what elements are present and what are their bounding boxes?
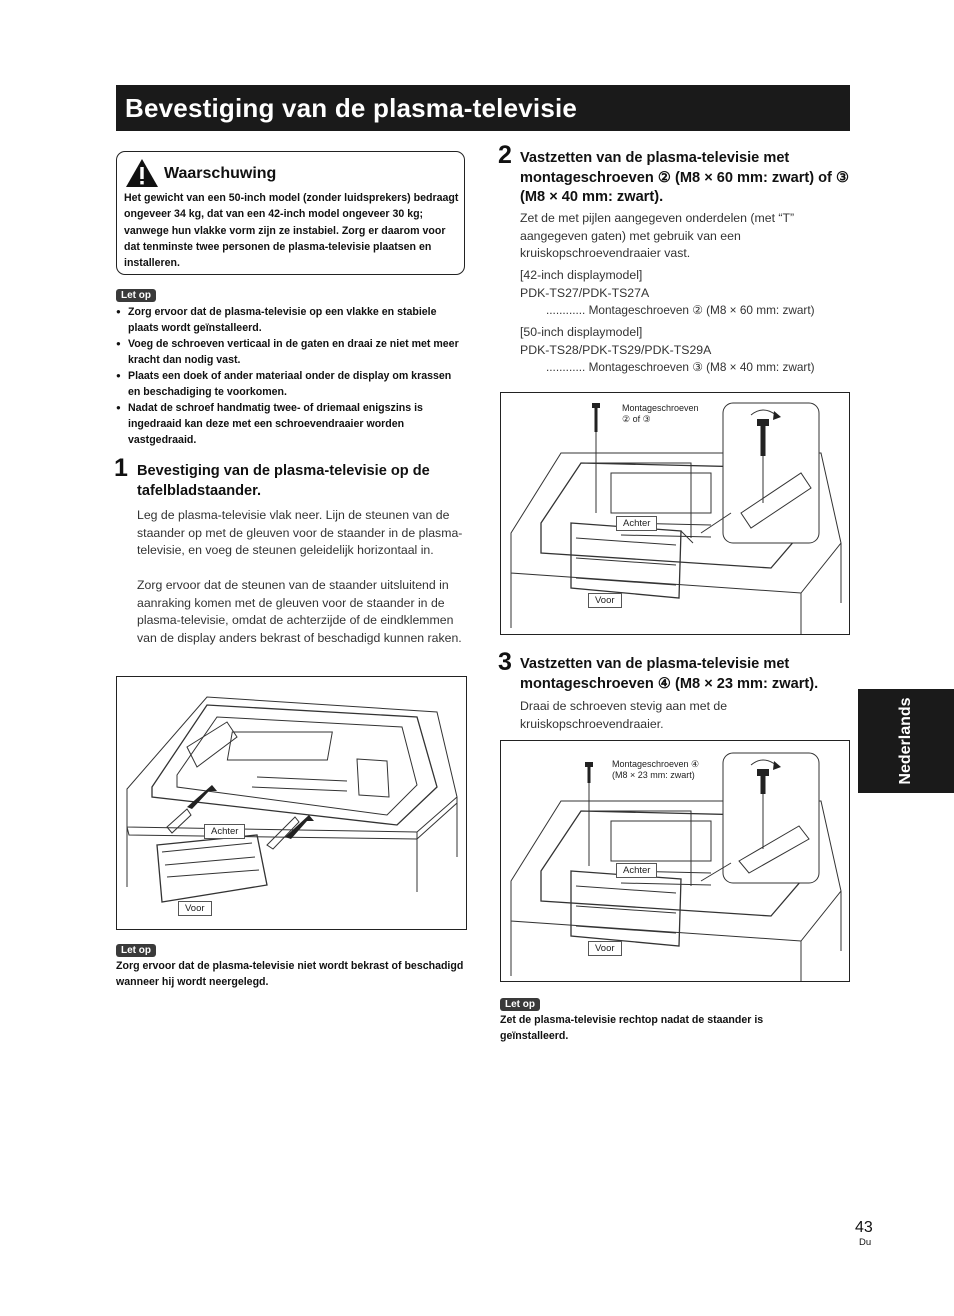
- figure-label-screws-line2: (M8 × 23 mm: zwart): [612, 770, 695, 780]
- page-number: 43: [855, 1219, 873, 1236]
- note-label: Let op: [116, 289, 156, 302]
- note-label: Let op: [116, 944, 156, 957]
- model-names: PDK-TS27/PDK-TS27A: [520, 286, 650, 300]
- model-names: PDK-TS28/PDK-TS29/PDK-TS29A: [520, 343, 712, 357]
- step-body: Draai de schroeven stevig aan met de kruiskopschroevendraaier.: [520, 699, 728, 731]
- step-note: Zet de plasma-televisie rechtop nadat de staander is geïnstalleerd.: [500, 1014, 764, 1042]
- step-title: Vastzetten van de plasma-televisie met montageschroeven ② (M8 × 60 mm: zwart) of ③ (M8 × 40 mm: zwart).: [520, 150, 850, 205]
- notes-list: [116, 304, 466, 448]
- list-item: ● Zorg ervoor dat de plasma-televisie op een vlakke en stabiele plaats wordt geïnstalleerd.: [116, 304, 466, 336]
- warning-triangle-icon: [125, 158, 159, 188]
- figure-label-front: Voor: [588, 593, 622, 608]
- page-language-code: Du: [859, 1237, 872, 1248]
- model-label: [42-inch displaymodel]: [520, 268, 643, 282]
- step-body: Zorg ervoor dat de steunen van de staander uitsluitend in aanraking komen met de gleuven voor de staander in de plasma-televisie, omdat de achterzijde of de eindklemmen van de display anders bekrast of beschadigd kunnen raken.: [137, 578, 462, 645]
- page-title: Bevestiging van de plasma-televisie: [125, 93, 578, 123]
- warning-title: Waarschuwing: [164, 165, 277, 182]
- note-badge: [116, 285, 156, 303]
- warning-box: [116, 151, 465, 275]
- step-number: 1: [114, 454, 128, 482]
- language-tab: [858, 689, 954, 793]
- step-body: Leg de plasma-televisie vlak neer. Lijn de steunen van de staander op met de gleuven voor de staander in de plasma-televisie, en voeg de steunen geleidelijk horizontaal in.: [137, 508, 463, 557]
- figure-label-front: Voor: [178, 901, 212, 916]
- page-title-bar: [116, 85, 850, 131]
- figure-label-front: Voor: [588, 941, 622, 956]
- installation-figure: [500, 392, 850, 635]
- list-item: ● Nadat de schroef handmatig twee- of driemaal enigszins is ingedraaid kan deze met een schroevendraaier worden vastgedraaid.: [116, 400, 466, 448]
- note-label: Let op: [500, 998, 540, 1011]
- figure-label-screws-line2: ② of ③: [622, 414, 651, 424]
- note-badge: [116, 940, 156, 958]
- step-title: Bevestiging van de plasma-televisie op de tafelbladstaander.: [137, 463, 430, 499]
- screw-icon: [585, 762, 593, 783]
- figure-label-screws: [612, 759, 699, 781]
- figure-label-back: Achter: [616, 863, 657, 878]
- step-note: Zorg ervoor dat de plasma-televisie niet wordt bekrast of beschadigd wanneer hij wordt neergelegd.: [116, 960, 464, 988]
- step-number: 3: [498, 648, 512, 676]
- figure-label-screws: [622, 403, 699, 425]
- screw-spec: ............ Montageschroeven ③ (M8 × 40 mm: zwart): [546, 360, 815, 374]
- screw-mounting-illustration: [501, 393, 849, 634]
- tv-stand-illustration: [117, 677, 466, 929]
- warning-text: Het gewicht van een 50-inch model (zonder luidsprekers) bedraagt ongeveer 34 kg, dat van een 42-inch model ongeveer 30 kg; vanwege hun vlakke vorm zijn ze instabiel. Zorg er daarom voor dat tenminste twee personen de plasma-televisie plaatsen en installeren.: [124, 192, 459, 270]
- step-title: Vastzetten van de plasma-televisie met montageschroeven ④ (M8 × 23 mm: zwart).: [520, 656, 819, 692]
- figure-label-screws-line1: Montageschroeven: [622, 403, 699, 413]
- note-badge: [500, 994, 540, 1012]
- list-item: ● Voeg de schroeven verticaal in de gaten en draai ze niet met meer kracht dan nodig vast.: [116, 336, 466, 368]
- screw-spec: ............ Montageschroeven ② (M8 × 60 mm: zwart): [546, 303, 815, 317]
- list-item: ● Plaats een doek of ander materiaal onder de display om krassen en beschadiging te voorkomen.: [116, 368, 466, 400]
- figure-label-screws-line1: Montageschroeven ④: [612, 759, 700, 769]
- screw-icon: [592, 403, 600, 432]
- step-body: Zet de met pijlen aangegeven onderdelen (met “T” aangegeven gaten) met gebruik van een kruiskopschroevendraaier vast.: [520, 211, 795, 260]
- model-label: [50-inch displaymodel]: [520, 325, 643, 339]
- language-tab-label: Nederlands: [897, 697, 914, 785]
- installation-figure: [116, 676, 467, 930]
- step-number: 2: [498, 141, 512, 169]
- figure-label-back: Achter: [204, 824, 245, 839]
- installation-figure: [500, 740, 850, 982]
- figure-label-back: Achter: [616, 516, 657, 531]
